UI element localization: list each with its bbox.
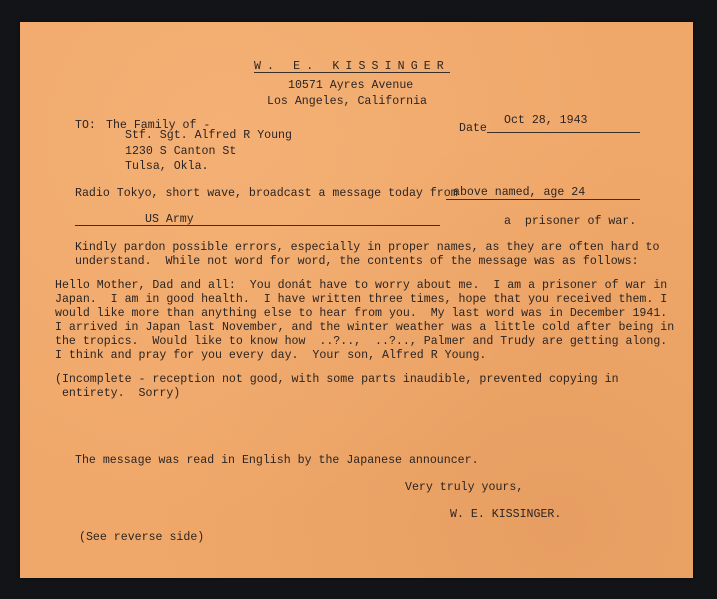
letterhead-name: W. E. KISSINGER (254, 60, 450, 73)
date-label: Date (459, 122, 487, 135)
letterhead-street: 10571 Ayres Avenue (288, 79, 414, 92)
reception-note-line-2: entirety. Sorry) (55, 387, 181, 400)
message-line-1: Hello Mother, Dad and all: You donát have to worry about me. I am a prisoner of war in (55, 279, 668, 292)
broadcast-text: Radio Tokyo, short wave, broadcast a message today from (75, 187, 458, 200)
announcer-note: The message was read in English by the Japanese announcer. (75, 454, 479, 467)
disclaimer-line-1: Kindly pardon possible errors, especially in proper names, as they are often hard to (75, 241, 660, 254)
closing: Very truly yours, (405, 481, 524, 494)
message-line-2: Japan. I am in good health. I have written three times, hope that you received them. I (55, 293, 668, 306)
recipient-line-1: The Family of - (106, 119, 211, 132)
branch-fill-underline (75, 225, 440, 226)
branch-fill-value: US Army (145, 213, 194, 226)
date-underline (487, 132, 640, 133)
see-reverse-note: (See reverse side) (79, 531, 205, 544)
recipient-line-4: Tulsa, Okla. (125, 160, 209, 173)
prisoner-text: a prisoner of war. (504, 215, 637, 228)
recipient-line-2: Stf. Sgt. Alfred R Young (125, 129, 292, 142)
reception-note-line-1: (Incomplete - reception not good, with some parts inaudible, prevented copying in (55, 373, 619, 386)
message-line-3: would like more than anything else to hear from you. My last word was in December 1941. (55, 307, 668, 320)
to-label: TO: (75, 119, 96, 132)
signature: W. E. KISSINGER. (450, 508, 562, 521)
disclaimer-line-2: understand. While not word for word, the contents of the message was as follows: (75, 255, 639, 268)
message-line-4: I arrived in Japan last November, and the winter weather was a little cold after being in (55, 321, 675, 334)
letter-sheet (20, 22, 693, 578)
letterhead-city: Los Angeles, California (267, 95, 428, 108)
date-value: Oct 28, 1943 (504, 114, 588, 127)
broadcast-fill-value: above named, age 24 (453, 186, 586, 199)
message-line-6: I think and pray for you every day. Your son, Alfred R Young. (55, 349, 487, 362)
recipient-line-3: 1230 S Canton St (125, 145, 237, 158)
message-line-5: the tropics. Would like to know how ..?.., ..?.., Palmer and Trudy are getting along. (55, 335, 668, 348)
letterhead-underline (254, 72, 450, 73)
